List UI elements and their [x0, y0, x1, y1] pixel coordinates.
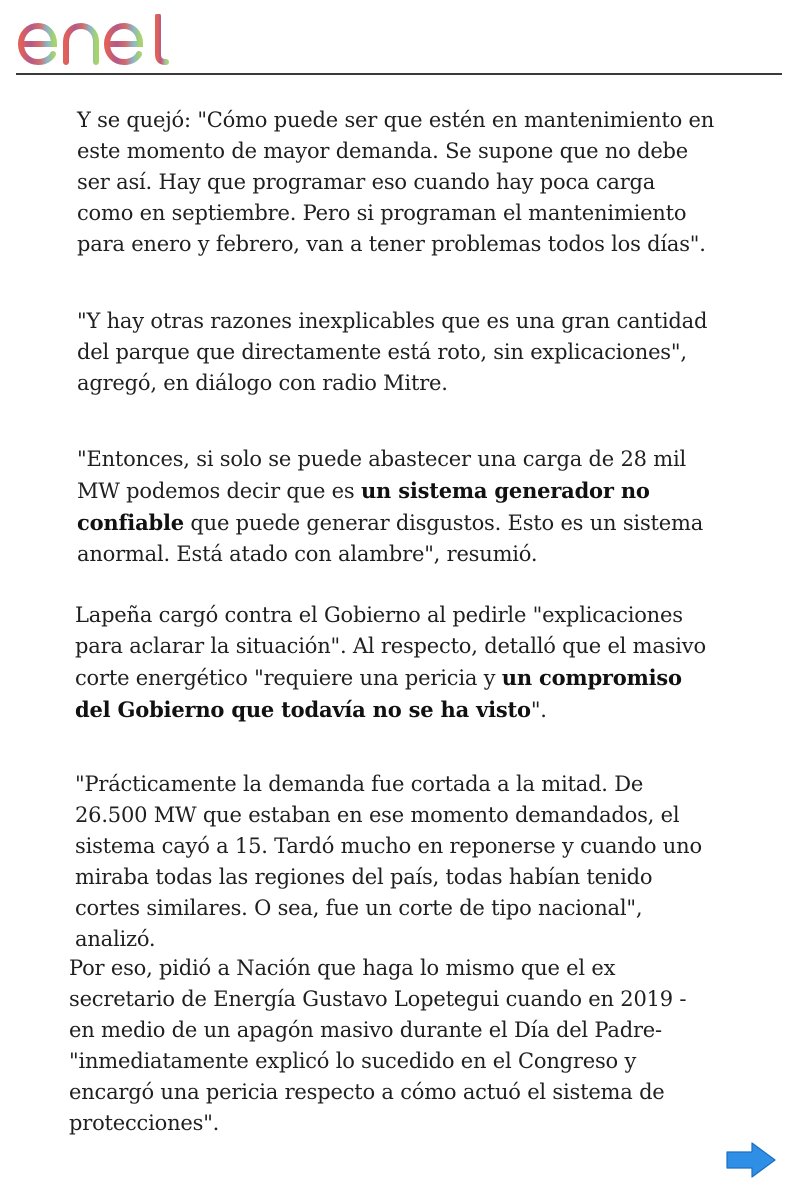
page-header	[0, 0, 800, 76]
article-paragraph: Por eso, pidió a Nación que haga lo mismo que el ex secretario de Energía Gustavo Lopetegui cuando en 2019 -en medio de un apagón masivo durante el Día del Padre- "inmediatamente explicó lo sucedido en el Congreso y encargó una pericia respecto a cómo actuó el sistema de protecciones".	[69, 956, 687, 1135]
header-divider	[16, 73, 782, 75]
article-paragraph: "Y hay otras razones inexplicables que es una gran cantidad del parque que directamente está roto, sin explicaciones", agregó, en diálogo con radio Mitre.	[77, 309, 708, 395]
article-paragraph: Y se quejó: "Cómo puede ser que estén en mantenimiento en este momento de mayor demanda. Se supone que no debe ser así. Hay que programar eso cuando hay poca carga como en septiembre. Pero si programan el mantenimiento para enero y febrero, van a tener problemas todos los días".	[77, 108, 715, 256]
article-paragraph	[77, 444, 717, 570]
enel-logo[interactable]	[16, 14, 172, 70]
paragraph-text: "Entonces, si solo se puede abastecer una carga de 28 mil MW podemos decir que es	[77, 447, 687, 503]
article-paragraph: "Prácticamente la demanda fue cortada a la mitad. De 26.500 MW que estaban en ese momento demandados, el sistema cayó a 15. Tardó mucho en reponerse y cuando uno miraba todas las regiones del país, todas habían tenido cortes similares. O sea, fue un corte de tipo nacional", analizó.	[75, 772, 702, 951]
paragraph-text: que puede generar disgustos. Esto es un sistema anormal. Está atado con alambre", resumió.	[77, 511, 704, 566]
next-page-button[interactable]	[724, 1140, 778, 1180]
article-paragraph	[75, 600, 715, 726]
bold-highlight: un sistema generador no confiable	[77, 478, 650, 535]
arrow-right-icon	[727, 1143, 775, 1177]
bold-highlight: un compromiso del Gobierno que todavía no se ha visto	[75, 665, 682, 722]
paragraph-text: Lapeña cargó contra el Gobierno al pedirle "explicaciones para aclarar la situación". Al respecto, detalló que el masivo corte energético "requiere una pericia y	[75, 603, 706, 690]
paragraph-text: ".	[530, 698, 547, 722]
